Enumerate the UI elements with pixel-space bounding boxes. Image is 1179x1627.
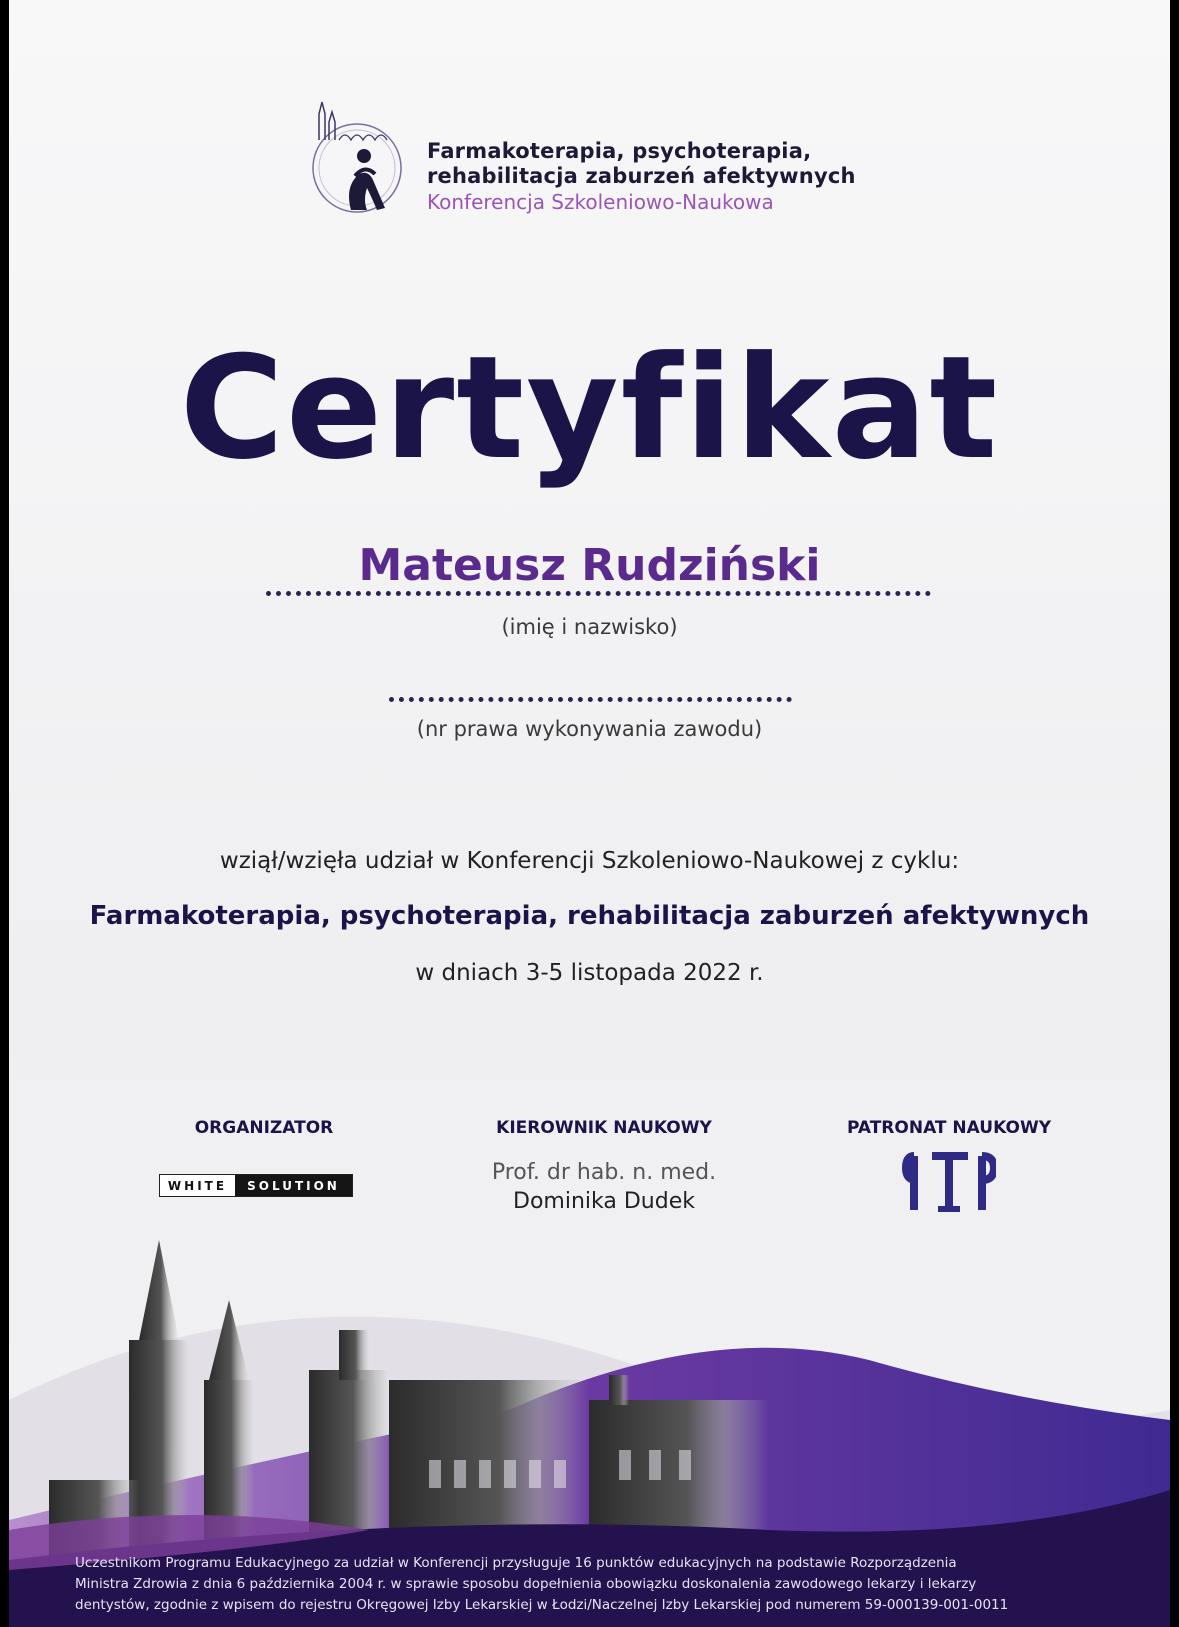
scientific-head-heading: KIEROWNIK NAUKOWY — [496, 1118, 712, 1138]
ptp-logo-icon — [902, 1150, 996, 1212]
footer-note — [75, 1553, 1095, 1616]
krakow-person-logo-icon — [305, 92, 415, 218]
license-dotted-line — [389, 697, 792, 702]
scientific-head-title: Prof. dr hab. n. med. — [491, 1160, 717, 1185]
footer-line-2: Ministra Zdrowia z dnia 6 października 2004 r. w sprawie sposobu dopełnienia obowiązku doskonalenia zawodowego lekarzy i lekarzy — [75, 1576, 977, 1592]
logo-word-white: WHITE — [160, 1175, 235, 1196]
conference-name: Farmakoterapia, psychoterapia, rehabilitacja zaburzeń afektywnych — [89, 901, 1090, 931]
conference-logo — [305, 92, 925, 218]
footer-line-1: Uczestnikom Programu Edukacyjnego za udział w Konferencji przysługuje 16 punktów edukacyjnych na podstawie Rozporządzenia — [75, 1555, 957, 1571]
name-caption: (imię i nazwisko) — [501, 615, 678, 639]
participation-text: wziął/wzięła udział w Konferencji Szkoleniowo-Naukowej z cyklu: — [219, 848, 960, 874]
logo-word-solution: SOLUTION — [235, 1175, 352, 1196]
white-solution-logo — [159, 1174, 353, 1197]
footer-line-3: dentystów, zgodnie z wpisem do rejestru Okręgowej Izby Lekarskiej w Łodzi/Naczelnej Izby Lekarskiej pod numerem 59-000139-001-0011 — [75, 1597, 1009, 1613]
logo-title-line-1: Farmakoterapia, psychoterapia, — [427, 139, 812, 163]
certificate-page — [9, 0, 1170, 1627]
license-caption: (nr prawa wykonywania zawodu) — [416, 717, 763, 741]
name-dotted-line — [266, 591, 931, 596]
logo-subtitle: Konferencja Szkoleniowo-Naukowa — [427, 190, 774, 214]
participant-name: Mateusz Rudziński — [358, 540, 821, 591]
patronage-heading: PATRONAT NAUKOWY — [846, 1118, 1052, 1138]
certificate-title: Certyfikat — [179, 326, 1000, 491]
scientific-head-name: Dominika Dudek — [513, 1189, 695, 1214]
logo-title-line-2: rehabilitacja zaburzeń afektywnych — [427, 164, 856, 188]
conference-dates: w dniach 3-5 listopada 2022 r. — [415, 960, 764, 986]
organizer-heading: ORGANIZATOR — [194, 1118, 334, 1138]
